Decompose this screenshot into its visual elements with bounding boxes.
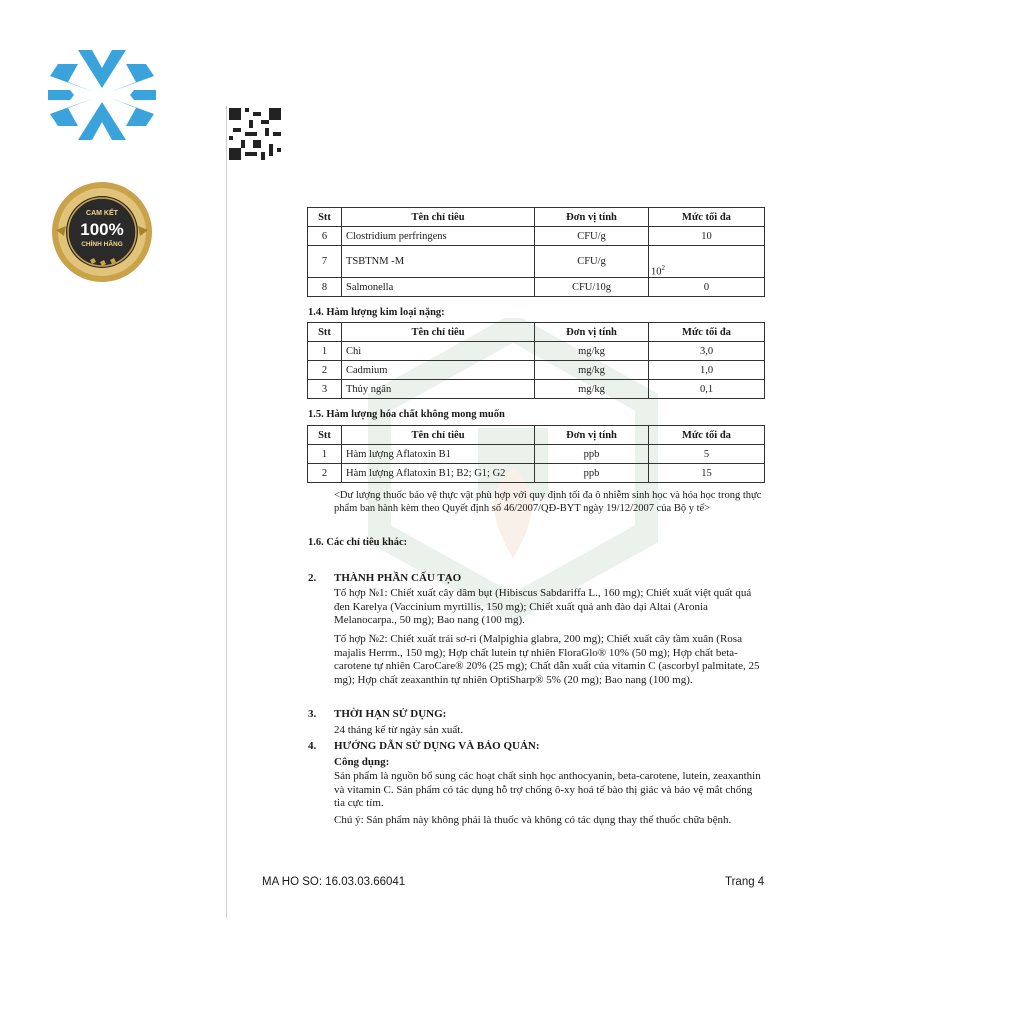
- table-header-row: [308, 426, 765, 445]
- col-header-max: Mức tối đa: [649, 208, 765, 227]
- pesticide-note: <Dư lượng thuốc bảo vệ thực vật phù hợp với quy định tối đa ô nhiễm sinh học và hóa học trong thực phẩm ban hành kèm theo Quyết định số 46/2007/QĐ-BYT ngày 19/12/2007 của Bộ y tế>: [334, 490, 762, 514]
- cell-name: TSBTNM -M: [342, 246, 535, 278]
- cell-max-base: 10: [651, 266, 662, 277]
- cell-max: 5: [649, 445, 765, 464]
- cell-name: Salmonella: [342, 278, 535, 297]
- cell-max-exponent: 2: [661, 263, 665, 272]
- table-row: [308, 361, 765, 380]
- cell-unit: mg/kg: [535, 380, 649, 399]
- cell-stt: 6: [308, 227, 342, 246]
- col-header-max: Mức tối đa: [649, 426, 765, 445]
- col-header-name: Tên chỉ tiêu: [342, 426, 535, 445]
- cell-max: [649, 246, 765, 278]
- col-header-stt: Stt: [308, 426, 342, 445]
- section-1-4-title: 1.4. Hàm lượng kim loại nặng:: [308, 307, 445, 318]
- microbiology-table: [307, 207, 765, 297]
- table-header-row: [308, 323, 765, 342]
- cell-max: 15: [649, 464, 765, 483]
- cell-max: 1,0: [649, 361, 765, 380]
- col-header-stt: Stt: [308, 208, 342, 227]
- cell-unit: mg/kg: [535, 342, 649, 361]
- cell-stt: 1: [308, 445, 342, 464]
- section-2-title: THÀNH PHẦN CẤU TẠO: [334, 572, 462, 584]
- cell-stt: 2: [308, 464, 342, 483]
- col-header-unit: Đơn vị tính: [535, 323, 649, 342]
- col-header-max: Mức tối đa: [649, 323, 765, 342]
- authenticity-badge: [46, 178, 158, 288]
- brand-logo: [48, 48, 156, 142]
- cell-max: 3,0: [649, 342, 765, 361]
- table-row: [308, 445, 765, 464]
- qr-code[interactable]: [229, 108, 281, 160]
- cell-stt: 3: [308, 380, 342, 399]
- table-row: [308, 246, 765, 278]
- col-header-name: Tên chỉ tiêu: [342, 323, 535, 342]
- page-margin-line: [226, 106, 227, 918]
- section-1-6-title: 1.6. Các chỉ tiêu khác:: [308, 537, 408, 548]
- section-2-number: 2.: [308, 572, 317, 584]
- caution-text: Chú ý: Sản phẩm này không phải là thuốc và không có tác dụng thay thế thuốc chữa bệnh.: [334, 814, 732, 826]
- section-4-title: HƯỚNG DẪN SỬ DỤNG VÀ BẢO QUẢN:: [334, 740, 540, 752]
- cell-unit: CFU/10g: [535, 278, 649, 297]
- table-header-row: [308, 208, 765, 227]
- cell-stt: 8: [308, 278, 342, 297]
- cell-name: Chì: [342, 342, 535, 361]
- cell-max: 0,1: [649, 380, 765, 399]
- usage-subtitle: Công dụng:: [334, 756, 390, 768]
- cell-unit: ppb: [535, 445, 649, 464]
- table-row: [308, 227, 765, 246]
- cell-name: Cadmium: [342, 361, 535, 380]
- table-row: [308, 278, 765, 297]
- cell-unit: ppb: [535, 464, 649, 483]
- cell-unit: mg/kg: [535, 361, 649, 380]
- cell-stt: 2: [308, 361, 342, 380]
- section-3-number: 3.: [308, 708, 317, 720]
- usage-text: Sản phẩm là nguồn bổ sung các hoạt chất sinh học anthocyanin, beta-carotene, lutein, zeaxanthin và vitamin C. Sản phẩm có tác dụng hỗ trợ chống ô-xy hoá tế bào thị giác và bảo vệ mắt chống tia cực tím.: [334, 770, 761, 810]
- section-1-5-title: 1.5. Hàm lượng hóa chất không mong muốn: [308, 409, 505, 420]
- composition-combo-1: Tổ hợp №1: Chiết xuất cây dâm bụt (Hibiscus Sabdariffa L., 160 mg); Chiết xuất việt quất quả đen Karelya (Vaccinium myrtillis, 150 mg); Chiết xuất quả anh đào dại Altai (Aronia Melanocarpa., 50 mg); Bao nang (100 mg).: [334, 587, 752, 627]
- cell-name: Clostridium perfringens: [342, 227, 535, 246]
- col-header-stt: Stt: [308, 323, 342, 342]
- cell-name: Thủy ngân: [342, 380, 535, 399]
- badge-top-text: CAM KẾT: [86, 210, 118, 217]
- cell-max: 10: [649, 227, 765, 246]
- section-4-number: 4.: [308, 740, 317, 752]
- composition-combo-2: Tổ hợp №2: Chiết xuất trái sơ-ri (Malpighia glabra, 200 mg); Chiết xuất cây tầm xuân (Rosa majalis Herrm., 150 mg); Hợp chất lutein tự nhiên FloraGlo® 10% (50 mg); Hợp chất beta-carotene tự nhiên CaroCare® 20% (25 mg); Chất dẫn xuất của vitamin C (ascorbyl palmitate, 25 mg); Hợp chất zeaxanthin tự nhiên OptiSharp® 5% (20 mg); Bao nang (100 mg).: [334, 633, 760, 686]
- cell-name: Hàm lượng Aflatoxin B1; B2; G1; G2: [342, 464, 535, 483]
- table-row: [308, 380, 765, 399]
- table-row: [308, 342, 765, 361]
- heavy-metals-table: [307, 322, 765, 399]
- badge-percent: 100%: [80, 220, 124, 239]
- cell-max: 0: [649, 278, 765, 297]
- col-header-unit: Đơn vị tính: [535, 426, 649, 445]
- page-number: Trang 4: [725, 876, 765, 888]
- table-row: [308, 464, 765, 483]
- col-header-name: Tên chỉ tiêu: [342, 208, 535, 227]
- section-3-title: THỜI HẠN SỬ DỤNG:: [334, 708, 447, 720]
- unwanted-chemicals-table: [307, 425, 765, 483]
- cell-stt: 7: [308, 246, 342, 278]
- badge-bottom-text: CHÍNH HÃNG: [81, 241, 123, 248]
- cell-unit: CFU/g: [535, 246, 649, 278]
- dossier-code: MA HO SO: 16.03.03.66041: [262, 876, 406, 888]
- cell-unit: CFU/g: [535, 227, 649, 246]
- cell-name: Hàm lượng Aflatoxin B1: [342, 445, 535, 464]
- shelf-life-text: 24 tháng kể từ ngày sản xuất.: [334, 724, 464, 736]
- col-header-unit: Đơn vị tính: [535, 208, 649, 227]
- cell-stt: 1: [308, 342, 342, 361]
